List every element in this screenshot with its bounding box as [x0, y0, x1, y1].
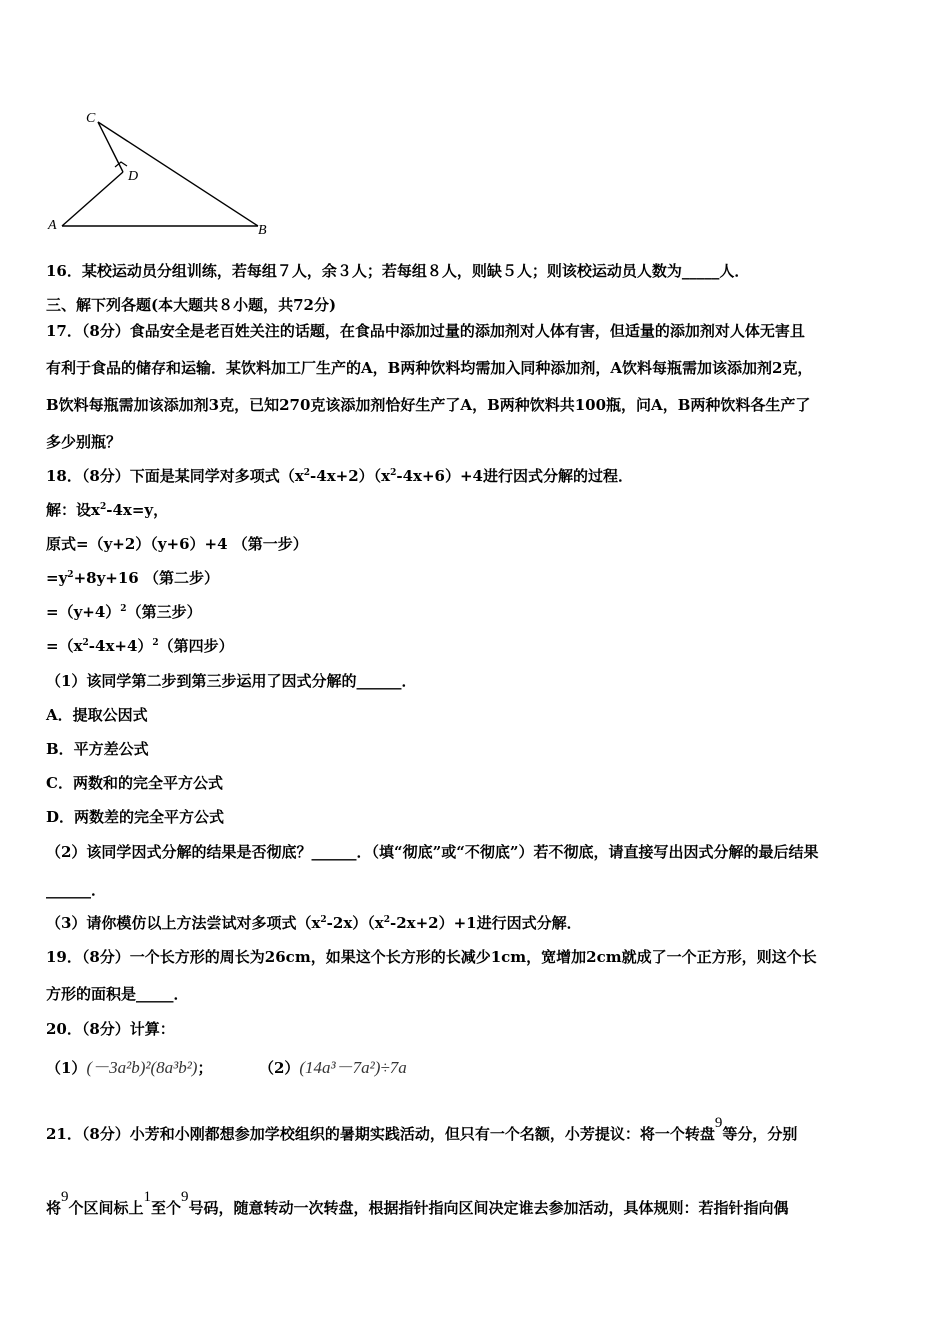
label-d: D — [128, 169, 139, 184]
q18-option-b: B．平方差公式 — [46, 740, 149, 758]
q18-option-a: A．提取公因式 — [46, 706, 148, 724]
expr-2: (14a³－7a²)÷7a — [299, 1058, 407, 1077]
triangle-figure — [40, 100, 290, 245]
side-cb — [98, 122, 258, 226]
q18-step-2: $=y^2+8y+16$ （第二步） — [46, 569, 219, 587]
q20-expressions: （1）(－3a²b)²(8a³b²)； （2）(14a³－7a²)÷7a — [46, 1058, 407, 1077]
q18-sub-2-blank: ______． — [46, 881, 107, 899]
q21-line-2: 将9个区间标上1至个9号码，随意转动一次转盘，根据指针指向区间决定谁去参加活动，具体规则：若指针指向偶 — [46, 1189, 789, 1217]
q17-line-2: 有利于食品的储存和运输．某饮料加工厂生产的A，B两种饮料均需加入同种添加剂，A饮料每瓶需加该添加剂2克， — [46, 359, 813, 377]
q18-step-4: $=(x^2-4x+4)^2$（第四步） — [46, 637, 234, 655]
q19-line-1: 19．（8分）一个长方形的周长为26cm，如果这个长方形的长减少1cm，宽增加2cm就成了一个正方形，则这个长 — [46, 948, 817, 966]
q17-line-4: 多少别瓶？ — [46, 433, 122, 451]
label-a: A — [48, 218, 57, 233]
q18-stem: 18．（8分）下面是某同学对多项式$(x^2-4x+2)(x^2-4x+6)+4$进行因式分解的过程． — [46, 467, 633, 485]
q20-stem: 20．（8分）计算： — [46, 1020, 175, 1038]
q18-option-d: D．两数差的完全平方公式 — [46, 808, 225, 826]
right-angle-mark — [115, 162, 127, 167]
label-b: B — [258, 223, 267, 238]
question-16: 16．某校运动员分组训练，若每组７人，余３人；若每组８人，则缺５人；则该校运动员人数为_____人． — [46, 262, 750, 280]
q18-step-1: 原式=（y+2）（y+6）+4 （第一步） — [46, 535, 308, 553]
q18-sub-3: （3）请你模仿以上方法尝试对多项式$(x^2-2x)(x^2-2x+2)+1$进行因式分解． — [46, 914, 582, 932]
section-3-heading: 三、解下列各题(本大题共８小题，共72分) — [46, 296, 337, 314]
q21-line-1: 21．（8分）小芳和小刚都想参加学校组织的暑期实践活动，但只有一个名额，小芳提议：将一个转盘9等分，分别 — [46, 1115, 798, 1143]
q18-sub-1: （1）该同学第二步到第三步运用了因式分解的______． — [46, 672, 417, 690]
q19-line-2: 方形的面积是_____． — [46, 985, 189, 1003]
q18-sub-2: （2）该同学因式分解的结果是否彻底？______．（填“彻底”或“不彻底”）若不彻底，请直接写出因式分解的最后结果 — [46, 843, 819, 861]
label-c: C — [86, 111, 96, 126]
q18-step-3: $=(y+4)^2$（第三步） — [46, 603, 202, 621]
q18-solution-intro: 解：设$x^2-4x=y$， — [46, 501, 169, 519]
expr-1: (－3a²b)²(8a³b²) — [86, 1058, 198, 1077]
side-ad — [62, 172, 123, 226]
q18-option-c: C．两数和的完全平方公式 — [46, 774, 223, 792]
q17-line-3: B饮料每瓶需加该添加剂3克，已知270克该添加剂恰好生产了A，B两种饮料共100瓶，问A，B两种饮料各生产了 — [46, 396, 811, 414]
q17-line-1: 17．（8分）食品安全是老百姓关注的话题，在食品中添加过量的添加剂对人体有害，但适量的添加剂对人体无害且 — [46, 322, 805, 340]
